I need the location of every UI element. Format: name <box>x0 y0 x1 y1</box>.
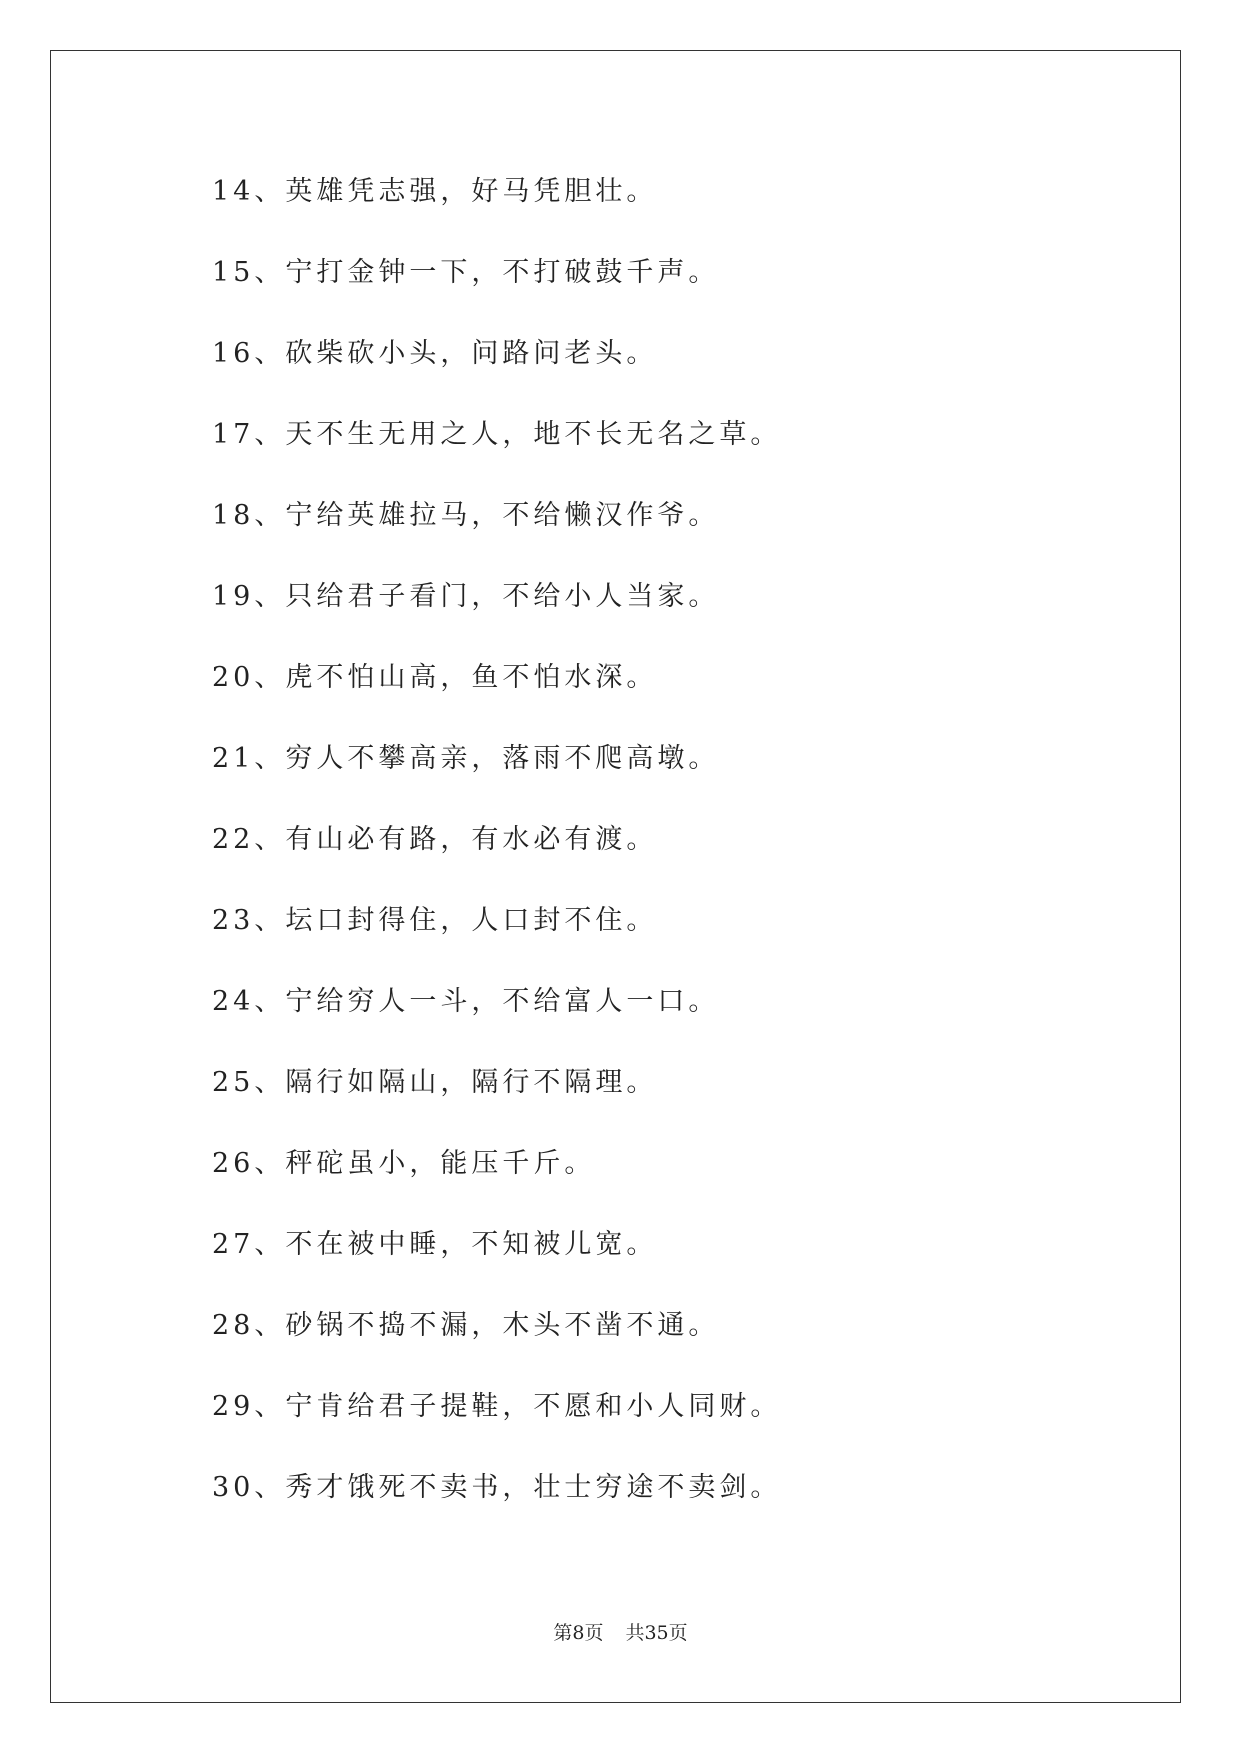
proverb-line: 19、只给君子看门，不给小人当家。 <box>212 581 720 612</box>
proverb-line: 16、砍柴砍小头，问路问老头。 <box>212 338 658 369</box>
page-footer <box>0 1618 1241 1645</box>
proverb-line: 14、英雄凭志强，好马凭胆壮。 <box>212 176 658 207</box>
proverb-line: 24、宁给穷人一斗，不给富人一口。 <box>212 986 720 1017</box>
proverb-line: 27、不在被中睡，不知被儿宽。 <box>212 1229 658 1260</box>
proverb-line: 18、宁给英雄拉马，不给懒汉作爷。 <box>212 500 720 531</box>
proverb-list <box>212 168 781 1545</box>
proverb-line: 23、坛口封得住，人口封不住。 <box>212 905 658 936</box>
total-pages-indicator: 共35页 <box>625 1622 688 1644</box>
proverb-line: 30、秀才饿死不卖书，壮士穷途不卖剑。 <box>212 1472 782 1503</box>
proverb-line: 22、有山必有路，有水必有渡。 <box>212 824 658 855</box>
proverb-line: 26、秤砣虽小，能压千斤。 <box>212 1148 596 1179</box>
proverb-line: 29、宁肯给君子提鞋，不愿和小人同财。 <box>212 1391 782 1422</box>
proverb-line: 28、砂锅不捣不漏，木头不凿不通。 <box>212 1310 720 1341</box>
current-page-indicator: 第8页 <box>553 1622 604 1644</box>
proverb-line: 20、虎不怕山高，鱼不怕水深。 <box>212 662 658 693</box>
proverb-line: 25、隔行如隔山，隔行不隔理。 <box>212 1067 658 1098</box>
proverb-line: 21、穷人不攀高亲，落雨不爬高墩。 <box>212 743 720 774</box>
proverb-line: 15、宁打金钟一下，不打破鼓千声。 <box>212 257 720 288</box>
proverb-line: 17、天不生无用之人，地不长无名之草。 <box>212 419 782 450</box>
